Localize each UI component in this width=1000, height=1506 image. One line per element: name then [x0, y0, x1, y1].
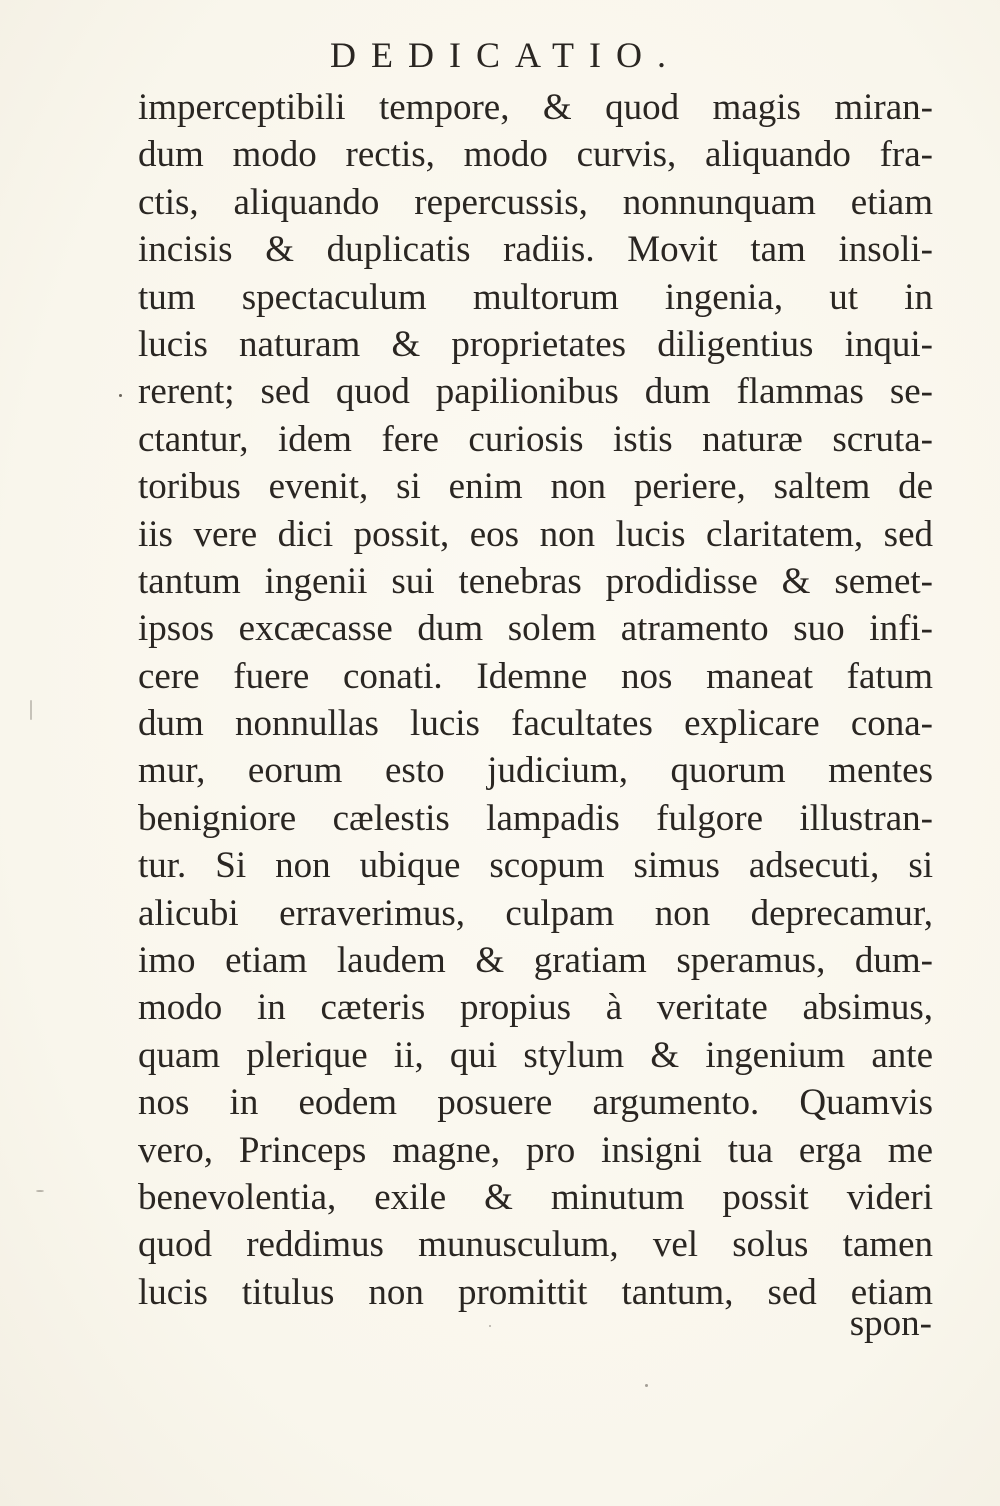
paper-speck: [30, 700, 32, 720]
catchword: spon-: [849, 1303, 932, 1344]
text-line: imo etiam laudem & gratiam speramus, dum-: [138, 940, 933, 982]
text-line: toribus evenit, si enim non periere, saltem de: [138, 466, 933, 508]
text-line: modo in cæteris propius à veritate absimus,: [138, 987, 933, 1029]
paper-speck: [489, 1325, 491, 1327]
text-line: nos in eodem posuere argumento. Quamvis: [138, 1082, 933, 1124]
text-line: iis vere dici possit, eos non lucis claritatem, sed: [138, 513, 933, 555]
text-line: quam plerique ii, qui stylum & ingenium ante: [138, 1034, 933, 1076]
dedication-text: [138, 84, 938, 1364]
text-line: benevolentia, exile & minutum possit videri: [138, 1176, 933, 1218]
text-line: benigniore cælestis lampadis fulgore illustran-: [138, 797, 933, 839]
paper-speck: [645, 1384, 648, 1387]
text-line: cere fuere conati. Idemne nos maneat fatum: [138, 655, 933, 697]
text-line: ipsos excæcasse dum solem atramento suo infi-: [138, 608, 933, 650]
running-header: DEDICATIO.: [330, 35, 681, 75]
text-line: rerent; sed quod papilionibus dum flammas se-: [138, 371, 933, 413]
text-line: mur, eorum esto judicium, quorum mentes: [138, 750, 933, 792]
paper-speck: [36, 1190, 44, 1192]
text-line: tur. Si non ubique scopum simus adsecuti, si: [138, 845, 933, 887]
text-line: tum spectaculum multorum ingenia, ut in: [138, 276, 933, 318]
text-line: dum nonnullas lucis facultates explicare cona-: [138, 703, 933, 745]
text-line: lucis titulus non promittit tantum, sed etiam: [138, 1271, 933, 1313]
text-line: dum modo rectis, modo curvis, aliquando fra-: [138, 134, 933, 176]
text-line: lucis naturam & proprietates diligentius inqui-: [138, 323, 933, 365]
text-line: ctis, aliquando repercussis, nonnunquam etiam: [138, 181, 933, 223]
text-line: quod reddimus munusculum, vel solus tamen: [138, 1224, 933, 1266]
text-line: imperceptibili tempore, & quod magis miran-: [138, 87, 933, 128]
text-line: ctantur, idem fere curiosis istis naturæ scruta-: [138, 418, 933, 460]
text-line: tantum ingenii sui tenebras prodidisse & semet-: [138, 560, 933, 602]
paper-speck: [119, 394, 122, 397]
text-line: vero, Princeps magne, pro insigni tua erga me: [138, 1129, 933, 1171]
text-line: incisis & duplicatis radiis. Movit tam insoli-: [138, 229, 933, 271]
text-line: alicubi erraverimus, culpam non deprecamur,: [138, 892, 933, 934]
